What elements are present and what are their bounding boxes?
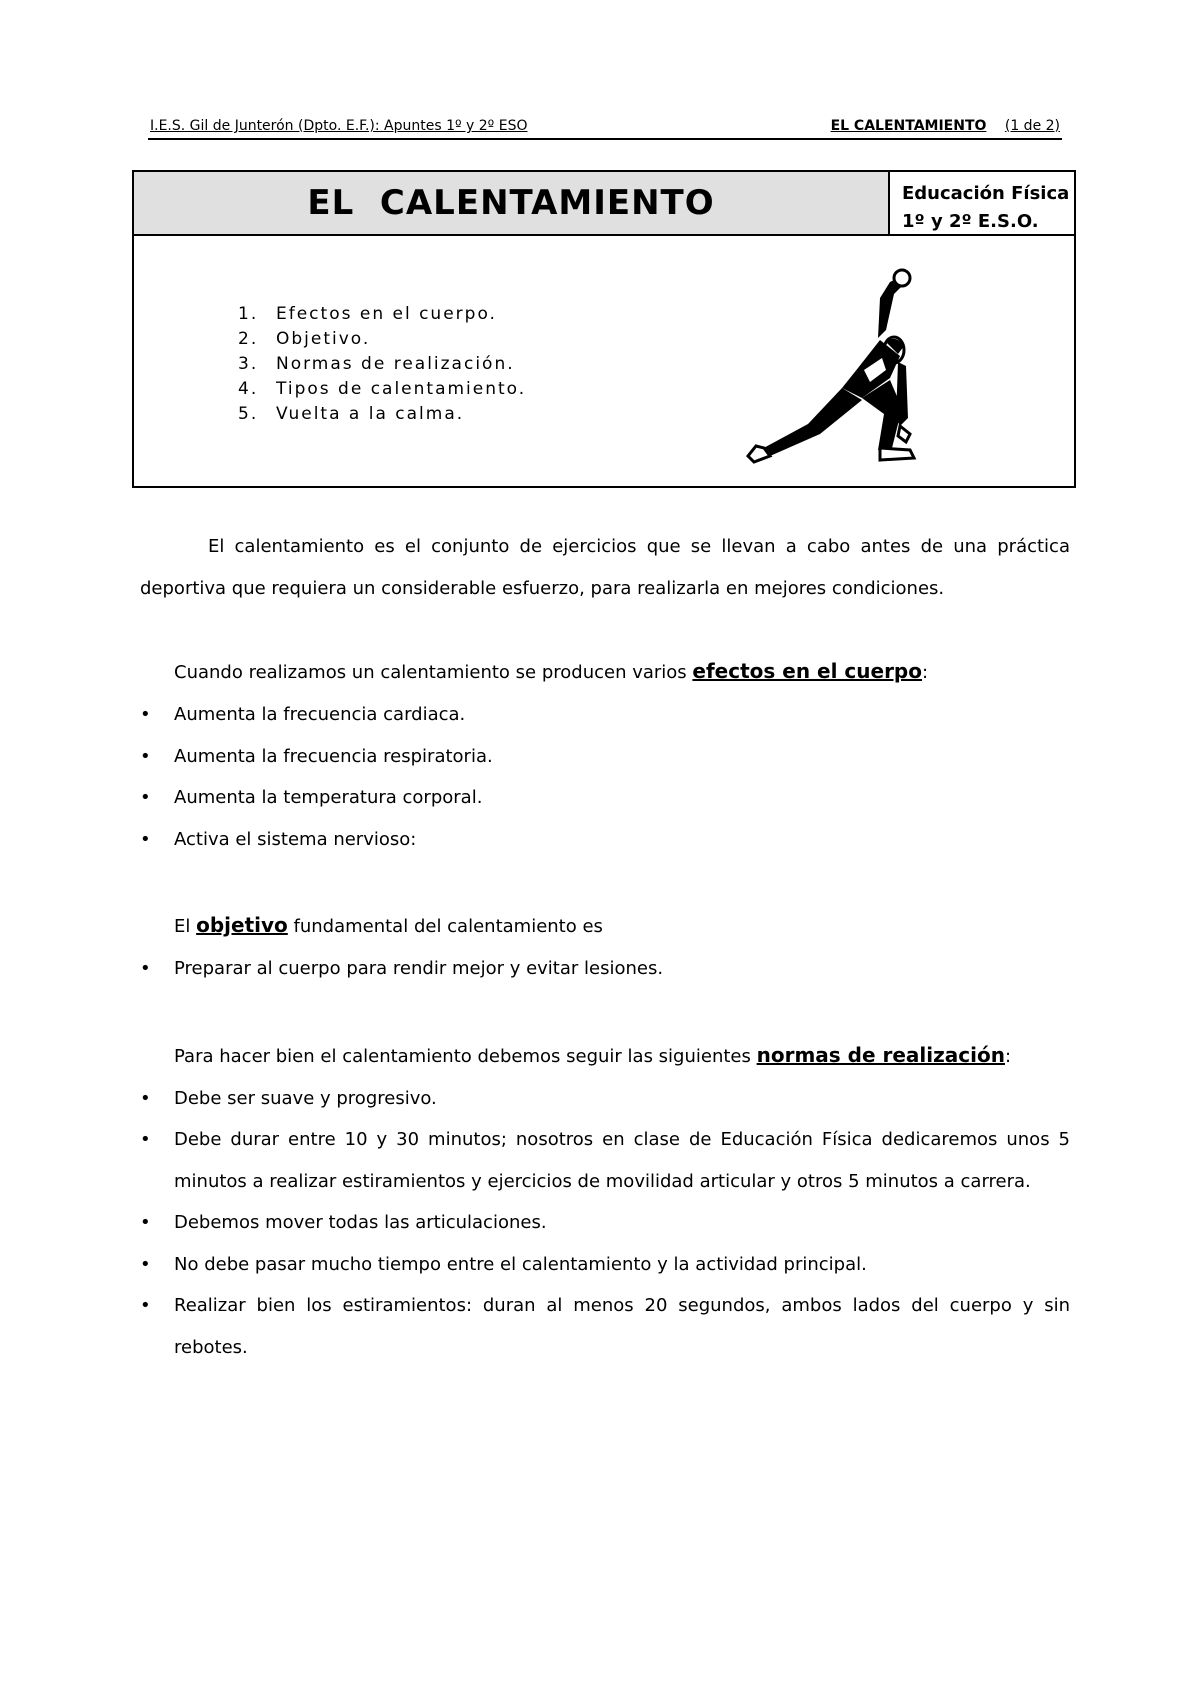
effects-lead-text: Cuando realizamos un calentamiento se producen varios: [174, 662, 693, 683]
toc-number: 5.: [238, 404, 259, 424]
header-title: EL CALENTAMIENTO: [830, 118, 987, 134]
list-item: • Realizar bien los estiramientos: duran al menos 20 segundos, ambos lados del cuerpo y sin rebotes.: [140, 1285, 1070, 1368]
list-item: • Debe durar entre 10 y 30 minutos; nosotros en clase de Educación Física dedicaremos unos 5 minutos a realizar estiramientos y ejercicios de movilidad articular y otros 5 minutos a carrera.: [140, 1119, 1070, 1202]
rules-lead-text: Para hacer bien el calentamiento debemos seguir las siguientes: [174, 1045, 757, 1067]
list-item: • Aumenta la temperatura corporal.: [140, 777, 1070, 819]
effects-lead: [140, 650, 1070, 694]
effects-keyword: efectos en el cuerpo: [692, 659, 922, 683]
list-item: • Debemos mover todas las articulaciones.: [140, 1202, 1070, 1244]
rules-keyword: normas de realización: [756, 1042, 1005, 1067]
rules-after: :: [1004, 1045, 1012, 1067]
intro-paragraph: [140, 526, 1070, 610]
list-item: • No debe pasar mucho tiempo entre el calentamiento y la actividad principal.: [140, 1244, 1070, 1286]
objective-list: [140, 948, 1070, 990]
toc-item: [238, 302, 526, 327]
toc-text: Vuelta a la calma.: [276, 404, 465, 424]
toc-text: Normas de realización.: [276, 354, 515, 374]
objective-keyword: objetivo: [196, 913, 288, 937]
course-label: 1º y 2º E.S.O.: [902, 211, 1039, 232]
document-title: [134, 172, 890, 236]
title-box: [132, 170, 1076, 488]
toc-item: [238, 352, 526, 377]
toc-item: [238, 402, 526, 427]
header-page-number: (1 de 2): [1004, 118, 1060, 134]
list-item: • Preparar al cuerpo para rendir mejor y evitar lesiones.: [140, 948, 1070, 990]
objective-after: fundamental del calentamiento es: [287, 916, 603, 937]
effects-list: [140, 694, 1070, 860]
toc-number: 1.: [238, 304, 259, 324]
toc-number: 3.: [238, 354, 259, 374]
subject-box: [890, 172, 1074, 236]
toc-item: [238, 377, 526, 402]
list-item: • Debe ser suave y progresivo.: [140, 1078, 1070, 1120]
toc-text: Efectos en el cuerpo.: [276, 304, 497, 324]
toc-item: [238, 327, 526, 352]
effects-after: :: [922, 662, 929, 683]
main-content: [140, 526, 1070, 1368]
list-item: • Aumenta la frecuencia cardiaca.: [140, 694, 1070, 736]
objective-lead: [140, 904, 1070, 948]
page-header: [148, 118, 1062, 140]
header-right: [831, 118, 1060, 134]
subject-label: Educación Física: [902, 183, 1070, 204]
table-of-contents: [238, 302, 526, 427]
rules-list: [140, 1078, 1070, 1369]
document-title-text: EL CALENTAMIENTO: [307, 183, 715, 223]
toc-text: Tipos de calentamiento.: [276, 379, 527, 399]
objective-lead-text: El: [174, 916, 197, 937]
list-item: • Activa el sistema nervioso:: [140, 819, 1070, 861]
toc-number: 4.: [238, 379, 259, 399]
stretching-person-icon: [730, 258, 930, 464]
rules-lead: [140, 1034, 1070, 1078]
intro-text: El calentamiento es el conjunto de ejercicios que se llevan a cabo antes de una práctica deportiva que requiera un considerable esfuerzo, para realizarla en mejores condiciones.: [140, 536, 1070, 599]
header-school: I.E.S. Gil de Junterón (Dpto. E.F.): Apuntes 1º y 2º ESO: [150, 118, 528, 134]
list-item: • Aumenta la frecuencia respiratoria.: [140, 736, 1070, 778]
toc-number: 2.: [238, 329, 259, 349]
toc-text: Objetivo.: [276, 329, 371, 349]
